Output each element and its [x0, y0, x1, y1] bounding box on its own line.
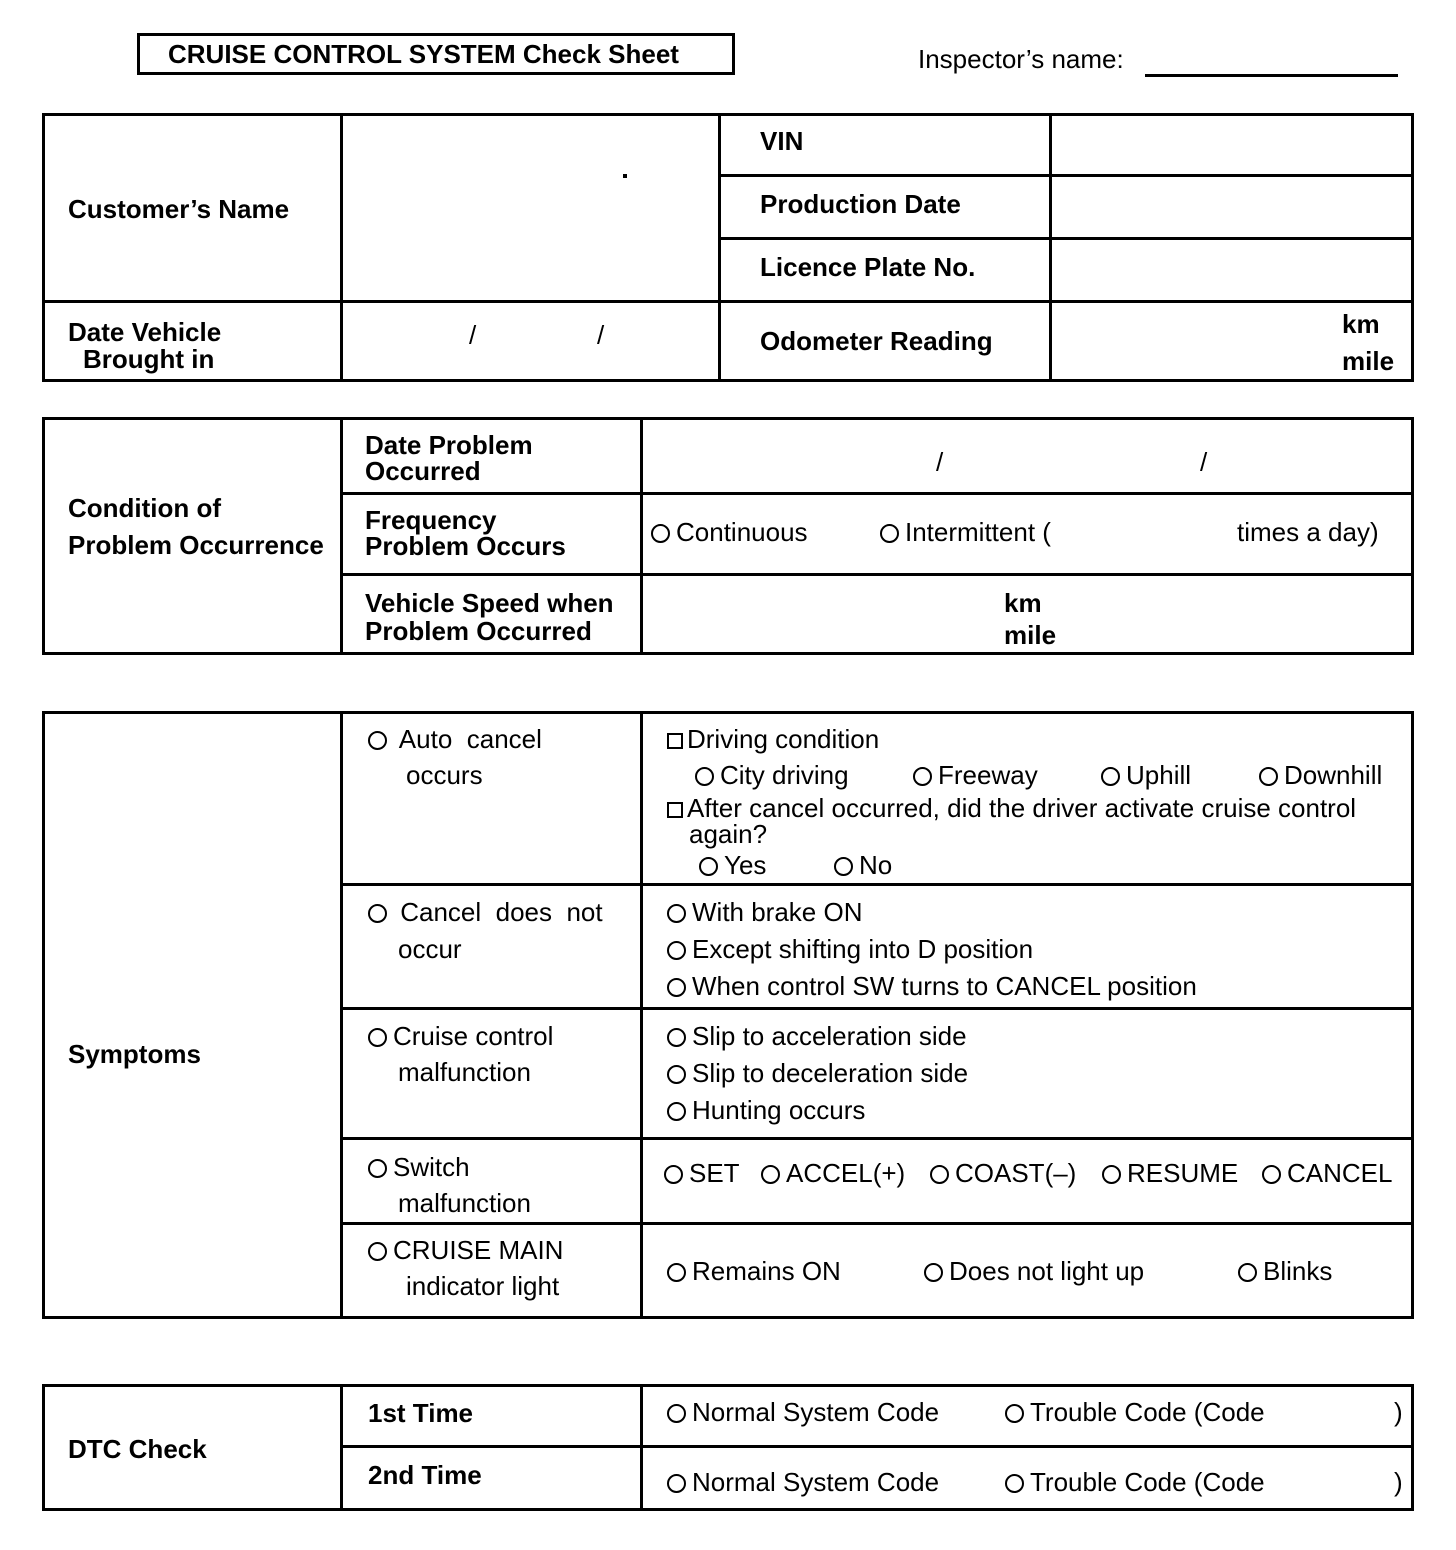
radio-icon	[834, 857, 853, 876]
production-date-field[interactable]	[1053, 178, 1411, 236]
condition-label-line2: Problem Occurrence	[68, 530, 324, 560]
option-freeway[interactable]: Freeway	[913, 761, 1038, 790]
date-separator: /	[469, 320, 477, 350]
speed-label-line2: Problem Occurred	[365, 616, 592, 646]
option-first-normal-code[interactable]: Normal System Code	[667, 1398, 939, 1427]
option-auto-cancel[interactable]: Auto cancel	[368, 725, 542, 754]
switch-line2: malfunction	[398, 1188, 531, 1218]
option-cancel[interactable]: CANCEL	[1262, 1159, 1392, 1188]
option-cancel-does-not-occur[interactable]: Cancel does not	[368, 898, 603, 927]
speed-unit-mile: mile	[1004, 620, 1057, 650]
odometer-label: Odometer Reading	[760, 326, 993, 356]
frequency-label-line1: Frequency	[365, 505, 497, 535]
cancel-not-line2: occur	[398, 934, 462, 964]
indicator-line2: indicator light	[406, 1271, 560, 1301]
option-accel[interactable]: ACCEL(+)	[761, 1159, 905, 1188]
radio-icon	[667, 904, 686, 923]
licence-plate-label: Licence Plate No.	[760, 252, 976, 282]
symptoms-label: Symptoms	[68, 1039, 201, 1069]
radio-icon	[667, 1474, 686, 1493]
radio-icon	[699, 857, 718, 876]
odometer-unit-km: km	[1342, 309, 1380, 339]
radio-icon	[664, 1165, 683, 1184]
radio-icon	[930, 1165, 949, 1184]
production-date-label: Production Date	[760, 189, 961, 219]
odometer-unit-mile: mile	[1342, 346, 1395, 376]
option-second-normal-code[interactable]: Normal System Code	[667, 1468, 939, 1497]
radio-icon	[667, 1028, 686, 1047]
vin-label: VIN	[760, 126, 804, 156]
option-no[interactable]: No	[834, 851, 892, 880]
checkbox-icon	[667, 733, 683, 749]
option-continuous[interactable]: Continuous	[651, 518, 808, 547]
option-coast[interactable]: COAST(–)	[930, 1159, 1076, 1188]
date-separator: /	[597, 320, 605, 350]
option-second-trouble-code[interactable]: Trouble Code (Code	[1005, 1468, 1265, 1497]
dtc-second-time-label: 2nd Time	[368, 1460, 482, 1490]
radio-icon	[924, 1263, 943, 1282]
option-with-brake-on[interactable]: With brake ON	[667, 898, 863, 927]
radio-icon	[667, 1404, 686, 1423]
option-except-shifting[interactable]: Except shifting into D position	[667, 935, 1033, 964]
option-city-driving[interactable]: City driving	[695, 761, 849, 790]
option-slip-decel[interactable]: Slip to deceleration side	[667, 1059, 968, 1088]
checkbox-driving-condition[interactable]: Driving condition	[667, 725, 879, 754]
option-cruise-main-indicator[interactable]: CRUISE MAIN	[368, 1236, 563, 1265]
option-switch-malfunction[interactable]: Switch	[368, 1153, 470, 1182]
radio-icon	[1005, 1474, 1024, 1493]
radio-icon	[1259, 767, 1278, 786]
radio-icon	[667, 1263, 686, 1282]
radio-icon	[667, 1102, 686, 1121]
radio-icon	[1102, 1165, 1121, 1184]
radio-icon	[1005, 1404, 1024, 1423]
customer-name-label: Customer’s Name	[68, 194, 290, 224]
radio-icon	[667, 978, 686, 997]
radio-icon	[880, 524, 899, 543]
option-first-trouble-code[interactable]: Trouble Code (Code	[1005, 1398, 1265, 1427]
dtc-first-time-label: 1st Time	[368, 1398, 474, 1428]
date-problem-label-line1: Date Problem	[365, 430, 533, 460]
radio-icon	[1262, 1165, 1281, 1184]
date-separator: /	[936, 447, 944, 477]
radio-icon	[761, 1165, 780, 1184]
malfunction-line2: malfunction	[398, 1057, 531, 1087]
date-problem-label-line2: Occurred	[365, 456, 481, 486]
radio-icon	[368, 1028, 387, 1047]
option-resume[interactable]: RESUME	[1102, 1159, 1238, 1188]
radio-icon	[695, 767, 714, 786]
radio-icon	[913, 767, 932, 786]
checkbox-after-cancel[interactable]: After cancel occurred, did the driver activate cruise control	[667, 794, 1356, 823]
decorative-dot	[623, 174, 627, 178]
option-cruise-malfunction[interactable]: Cruise control	[368, 1022, 553, 1051]
radio-icon	[368, 731, 387, 750]
auto-cancel-line2: occurs	[406, 760, 483, 790]
radio-icon	[667, 941, 686, 960]
vin-field[interactable]	[1053, 116, 1411, 173]
option-downhill[interactable]: Downhill	[1259, 761, 1382, 790]
radio-icon	[368, 1242, 387, 1261]
radio-icon	[368, 1159, 387, 1178]
checkbox-icon	[667, 802, 683, 818]
after-cancel-line2: again?	[689, 819, 768, 849]
radio-icon	[667, 1065, 686, 1084]
option-blinks[interactable]: Blinks	[1238, 1257, 1332, 1286]
inspector-name-field[interactable]	[1145, 74, 1398, 77]
licence-plate-field[interactable]	[1053, 241, 1411, 299]
customer-name-field[interactable]	[344, 116, 716, 299]
option-does-not-light[interactable]: Does not light up	[924, 1257, 1144, 1286]
radio-icon	[651, 524, 670, 543]
close-paren: )	[1394, 1467, 1403, 1497]
option-slip-accel[interactable]: Slip to acceleration side	[667, 1022, 967, 1051]
option-remains-on[interactable]: Remains ON	[667, 1257, 841, 1286]
inspector-name-label: Inspector’s name:	[918, 44, 1124, 74]
radio-icon	[1238, 1263, 1257, 1282]
option-uphill[interactable]: Uphill	[1101, 761, 1191, 790]
date-brought-label-line2: Brought in	[83, 344, 215, 374]
times-a-day-label: times a day)	[1237, 517, 1379, 547]
speed-unit-km: km	[1004, 588, 1042, 618]
date-brought-label-line1: Date Vehicle	[68, 317, 222, 347]
radio-icon	[1101, 767, 1120, 786]
frequency-label-line2: Problem Occurs	[365, 531, 566, 561]
speed-label-line1: Vehicle Speed when	[365, 588, 614, 618]
option-set[interactable]: SET	[664, 1159, 740, 1188]
page-title: CRUISE CONTROL SYSTEM Check Sheet	[137, 33, 735, 75]
option-control-sw-cancel[interactable]: When control SW turns to CANCEL position	[667, 972, 1197, 1001]
close-paren: )	[1394, 1397, 1403, 1427]
option-hunting[interactable]: Hunting occurs	[667, 1096, 865, 1125]
dtc-label: DTC Check	[68, 1434, 207, 1464]
option-yes[interactable]: Yes	[699, 851, 766, 880]
condition-label-line1: Condition of	[68, 493, 222, 523]
date-separator: /	[1200, 447, 1208, 477]
radio-icon	[368, 904, 387, 923]
option-intermittent[interactable]: Intermittent (	[880, 518, 1051, 547]
